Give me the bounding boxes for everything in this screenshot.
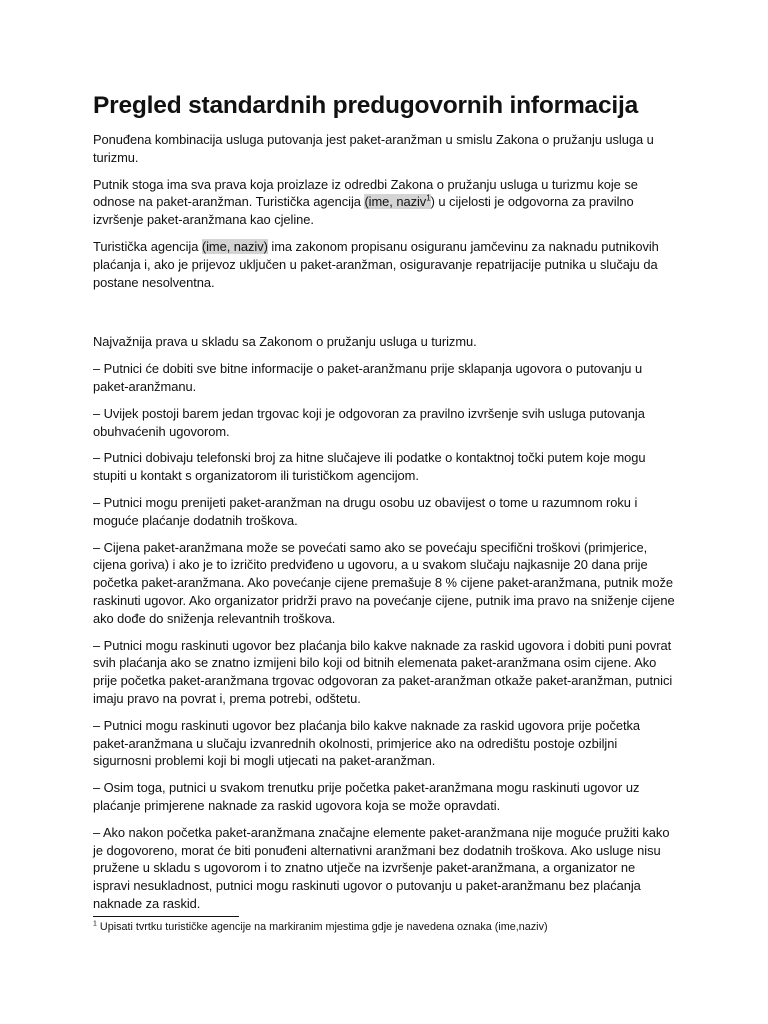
footnote-number: 1	[93, 920, 97, 928]
intro-paragraph-1: Ponuđena kombinacija usluga putovanja jest paket-aranžman u smislu Zakona o pružanju usluga u turizmu.	[93, 132, 654, 165]
rights-item: – Putnici mogu raskinuti ugovor bez plaćanja bilo kakve naknade za raskid ugovora i dobiti puni povrat svih plaćanja ako se znatno izmijeni bilo koji od bitnih elemenata paket-aranžmana osim cijene. Ako prije početka paket-aranžmana trgovac odgovoran za paket-aranžman otkaže paket-aranžman, putnici imaju pravo na povrat i, prema potrebi, odštetu.	[93, 637, 673, 706]
intro-3-text-a: Turistička agencija	[93, 238, 202, 254]
rights-item: – Cijena paket-aranžmana može se povećati samo ako se povećaju specifični troškovi (primjerice, cijena goriva) i ako je to izričito predviđeno u ugovoru, a u svakom slučaju najkasnije 20 dana prije početka paket-aranžmana. Ako povećanje cijene premašuje 8 % cijene paket-aranžmana, putnik može raskinuti ugovor. Ako organizator pridrži pravo na povećanje cijene, putnik ima pravo na sniženje cijene ako dođe do sniženja relevantnih troškova.	[93, 539, 675, 626]
intro-paragraph-2	[93, 176, 675, 229]
rights-item: – Uvijek postoji barem jedan trgovac koji je odgovoran za pravilno izvršenje svih usluga putovanja obuhvaćenih ugovorom.	[93, 405, 645, 439]
rights-item: – Putnici dobivaju telefonski broj za hitne slučajeve ili podatke o kontaktnoj točki putem koje mogu stupiti u kontakt s organizatorom ili turističkom agencijom.	[93, 450, 646, 484]
agency-name-placeholder-text: (ime, naziv	[364, 194, 427, 210]
intro-3-text-b: ima zakonom propisanu osiguranu jamčevinu za naknadu putnikovih plaćanja i, ako je prijevoz uključen u paket-aranžman, osiguravanje repatrijacije putnika u slučaju da postane nesolventna.	[93, 238, 659, 290]
rights-item: – Ako nakon početka paket-aranžmana značajne elemente paket-aranžmana nije moguće pružiti kako je dogovoreno, morat će biti ponuđeni alternativni aranžmani bez dodatnih troškova. Ako usluge nisu pružene u skladu s ugovorom i to znatno utječe na izvršenje paket-aranžmana, a organizator ne ispravi nesukladnost, putnici mogu raskinuti ugovor o putovanju u paket-aranžmanu bez plaćanja naknade za raskid.	[93, 824, 670, 911]
rights-item: – Putnici će dobiti sve bitne informacije o paket-aranžmanu prije sklapanja ugovora o putovanju u paket-aranžmanu.	[93, 361, 643, 394]
rights-heading: Najvažnija prava u skladu sa Zakonom o pružanju usluga u turizmu.	[93, 334, 477, 350]
intro-2-text-b: ) u cijelosti je odgovorna za pravilno izvršenje paket-aranžmana kao cjeline.	[93, 194, 634, 228]
section-spacer	[93, 300, 675, 333]
footnote-separator	[93, 916, 239, 917]
page-title: Pregled standardnih predugovornih informacija	[93, 92, 639, 119]
footnote	[93, 920, 675, 934]
footnote-reference: 1	[426, 194, 431, 204]
footnote-text: Upisati tvrtku turističke agencije na markiranim mjestima gdje je navedena oznaka (ime,naziv)	[96, 921, 548, 933]
rights-item: – Putnici mogu raskinuti ugovor bez plaćanja bilo kakve naknade za raskid ugovora prije početka paket-aranžmana u slučaju izvanrednih okolnosti, primjerice ako na odredištu postoje ozbiljni sigurnosni problemi koji bi mogli utjecati na paket-aranžman.	[93, 717, 641, 769]
intro-paragraph-3	[93, 238, 675, 291]
document-body	[93, 90, 675, 922]
agency-name-placeholder	[364, 194, 430, 209]
rights-item: – Putnici mogu prenijeti paket-aranžman na drugu osobu uz obavijest o tome u razumnom roku i moguće plaćanje dodatnih troškova.	[93, 494, 638, 528]
agency-name-placeholder: (ime, naziv)	[201, 238, 268, 254]
intro-2-text-a: Putnik stoga ima sva prava koja proizlaze iz odredbi Zakona o pružanju usluga u turizmu koje se odnose na paket-aranžman. Turistička agencija	[93, 176, 638, 210]
rights-item: – Osim toga, putnici u svakom trenutku prije početka paket-aranžmana mogu raskinuti ugovor uz plaćanje primjerene naknade za raskid ugovora koja se može opravdati.	[93, 780, 640, 813]
